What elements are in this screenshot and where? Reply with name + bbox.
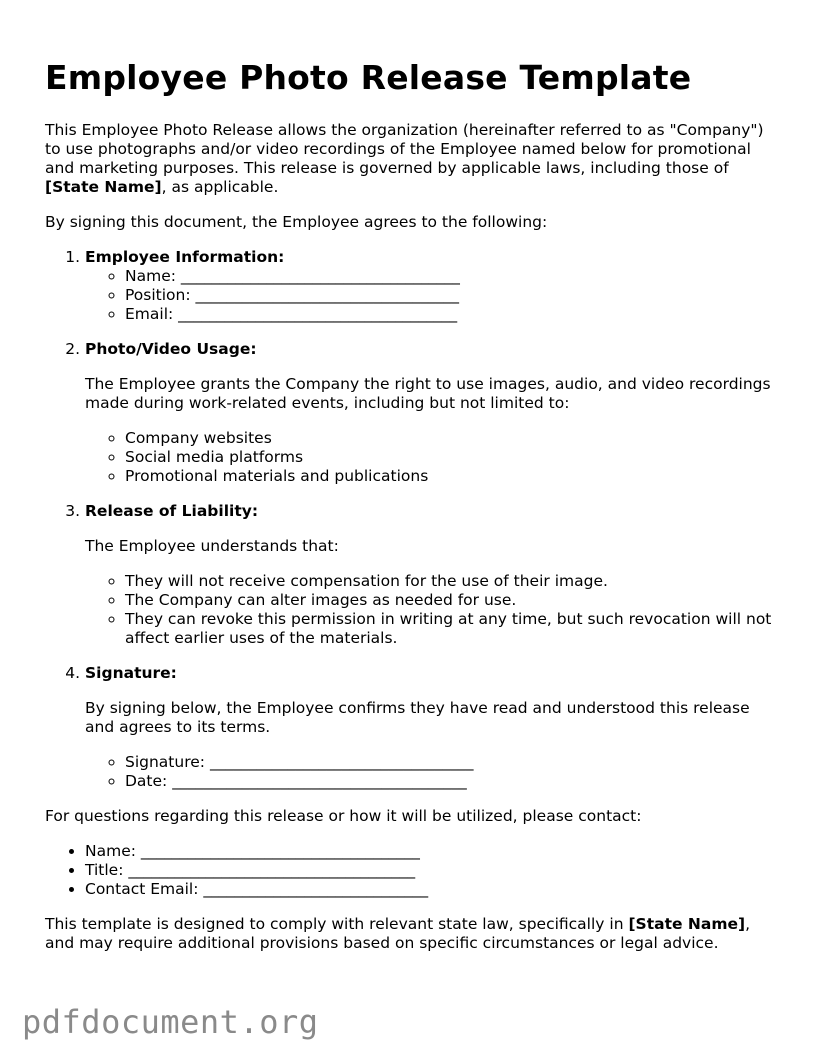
contact-title-blank[interactable]: _____________________________________: [128, 861, 416, 879]
signature-fields-list: [85, 753, 780, 791]
section-employee-information: [85, 248, 780, 324]
section-heading: Release of Liability:: [85, 502, 259, 520]
liability-list: [85, 572, 780, 648]
intro-paragraph: [45, 121, 780, 197]
intro-text-after: , as applicable.: [161, 178, 279, 196]
intro-state-placeholder: [State Name]: [45, 178, 162, 196]
terms-list: [45, 248, 780, 791]
section-release-of-liability: [85, 502, 780, 648]
signature-paragraph: By signing below, the Employee confirms they have read and understood this release and agrees to its terms.: [85, 699, 750, 736]
field-label: Email:: [125, 305, 174, 323]
date-blank[interactable]: ______________________________________: [172, 772, 467, 790]
email-blank[interactable]: ____________________________________: [178, 305, 458, 323]
field-name: [125, 267, 780, 286]
footer-state-placeholder: [State Name]: [628, 915, 746, 933]
position-blank[interactable]: __________________________________: [195, 286, 460, 304]
field-signature: [125, 753, 780, 772]
contact-field-email: [85, 880, 780, 899]
field-label: Date:: [125, 772, 168, 790]
section-heading: Employee Information:: [85, 248, 285, 266]
contact-fields-list: [45, 842, 780, 899]
document-page: [45, 58, 780, 969]
signature-blank[interactable]: __________________________________: [209, 753, 474, 771]
list-item: ◦ The Company can alter images as needed for use.: [125, 591, 780, 610]
contact-paragraph: For questions regarding this release or how it will be utilized, please contact:: [45, 807, 642, 825]
footer-text-after: , and may require additional provisions based on specific circumstances or legal advice.: [45, 915, 751, 952]
section-photo-video-usage: [85, 340, 780, 486]
field-label: Contact Email:: [85, 880, 199, 898]
name-blank[interactable]: ____________________________________: [180, 267, 460, 285]
contact-name-blank[interactable]: ____________________________________: [140, 842, 420, 860]
field-label: Name:: [85, 842, 136, 860]
field-label: Title:: [85, 861, 124, 879]
intro-text-before: This Employee Photo Release allows the organization (hereinafter referred to as "Company") to use photographs and/or video recordings of the Employee named below for promotional and marketing purposes. This release is governed by applicable laws, including those of: [45, 121, 764, 177]
field-label: Signature:: [125, 753, 205, 771]
section-heading: Signature:: [85, 664, 177, 682]
field-email: [125, 305, 780, 324]
list-item: ◦ Social media platforms: [125, 448, 780, 467]
usage-list: [85, 429, 780, 486]
contact-email-blank[interactable]: _____________________________: [203, 880, 429, 898]
list-item: ◦ Company websites: [125, 429, 780, 448]
agree-paragraph: By signing this document, the Employee agrees to the following:: [45, 213, 548, 231]
field-label: Position:: [125, 286, 191, 304]
footer-paragraph: [45, 915, 780, 953]
list-item: ◦ They will not receive compensation for the use of their image.: [125, 572, 780, 591]
contact-field-name: [85, 842, 780, 861]
field-date: [125, 772, 780, 791]
contact-field-title: [85, 861, 780, 880]
usage-paragraph: The Employee grants the Company the right to use images, audio, and video recordings made during work-related events, including but not limited to:: [85, 375, 771, 412]
list-item: ◦ Promotional materials and publications: [125, 467, 780, 486]
field-position: [125, 286, 780, 305]
watermark: pdfdocument.org: [22, 1003, 319, 1041]
section-heading: Photo/Video Usage:: [85, 340, 257, 358]
list-item: ◦ They can revoke this permission in writing at any time, but such revocation will not affect earlier uses of the materials.: [125, 610, 780, 648]
section-signature: [85, 664, 780, 791]
liability-paragraph: The Employee understands that:: [85, 537, 339, 555]
page-title: Employee Photo Release Template: [45, 58, 692, 97]
field-label: Name:: [125, 267, 176, 285]
footer-text-before: This template is designed to comply with relevant state law, specifically in: [45, 915, 629, 933]
employee-fields-list: [85, 267, 780, 324]
